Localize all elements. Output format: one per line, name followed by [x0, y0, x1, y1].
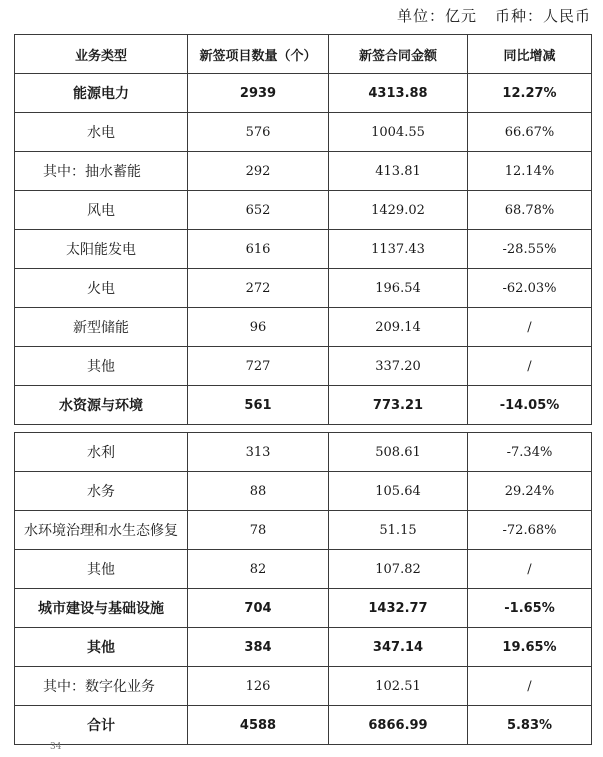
- table-row: [15, 628, 592, 667]
- yoy-change-cell: /: [468, 347, 592, 386]
- yoy-change-cell: 29.24%: [468, 472, 592, 511]
- project-count-cell: 126: [188, 667, 329, 706]
- business-type-cell: 水环境治理和水生态修复: [15, 511, 188, 550]
- business-type-cell: 火电: [15, 269, 188, 308]
- table-row: [15, 550, 592, 589]
- yoy-change-cell: /: [468, 308, 592, 347]
- business-type-cell: 水电: [15, 113, 188, 152]
- business-type-cell: 其中：数字化业务: [15, 667, 188, 706]
- yoy-change-cell: /: [468, 550, 592, 589]
- project-count-cell: 2939: [188, 74, 329, 113]
- contract-amount-cell: 347.14: [329, 628, 468, 667]
- project-count-cell: 704: [188, 589, 329, 628]
- project-count-cell: 78: [188, 511, 329, 550]
- business-type-cell: 水务: [15, 472, 188, 511]
- table-row: [15, 511, 592, 550]
- business-type-cell: 城市建设与基础设施: [15, 589, 188, 628]
- table-row: [15, 589, 592, 628]
- header-project-count: 新签项目数量（个）: [188, 35, 329, 74]
- contract-amount-cell: 773.21: [329, 386, 468, 425]
- unit-label: 单位：亿元: [396, 7, 477, 25]
- business-type-cell: 能源电力: [15, 74, 188, 113]
- table-row: [15, 472, 592, 511]
- table-body-part1: [15, 74, 592, 425]
- table-row: [15, 269, 592, 308]
- project-count-cell: 292: [188, 152, 329, 191]
- business-type-cell: 其他: [15, 628, 188, 667]
- project-count-cell: 88: [188, 472, 329, 511]
- yoy-change-cell: -28.55%: [468, 230, 592, 269]
- yoy-change-cell: -62.03%: [468, 269, 592, 308]
- project-count-cell: 384: [188, 628, 329, 667]
- contract-amount-cell: 6866.99: [329, 706, 468, 745]
- business-type-cell: 其他: [15, 550, 188, 589]
- contract-amount-cell: 337.20: [329, 347, 468, 386]
- contract-amount-cell: 105.64: [329, 472, 468, 511]
- project-count-cell: 96: [188, 308, 329, 347]
- table-row: [15, 152, 592, 191]
- currency-label: 币种：人民币: [494, 7, 591, 25]
- yoy-change-cell: -72.68%: [468, 511, 592, 550]
- unit-currency-line: [397, 5, 591, 26]
- contract-amount-cell: 508.61: [329, 433, 468, 472]
- yoy-change-cell: 5.83%: [468, 706, 592, 745]
- contract-amount-cell: 51.15: [329, 511, 468, 550]
- header-contract-amount: 新签合同金额: [329, 35, 468, 74]
- table-row: [15, 347, 592, 386]
- contract-amount-cell: 1137.43: [329, 230, 468, 269]
- contract-amount-cell: 4313.88: [329, 74, 468, 113]
- project-count-cell: 82: [188, 550, 329, 589]
- table-header-row: [15, 35, 592, 74]
- contract-amount-cell: 1429.02: [329, 191, 468, 230]
- project-count-cell: 652: [188, 191, 329, 230]
- contract-table-part1: [14, 34, 592, 425]
- contract-amount-cell: 107.82: [329, 550, 468, 589]
- yoy-change-cell: 68.78%: [468, 191, 592, 230]
- header-yoy-change: 同比增减: [468, 35, 592, 74]
- yoy-change-cell: 12.27%: [468, 74, 592, 113]
- contract-amount-cell: 196.54: [329, 269, 468, 308]
- yoy-change-cell: -14.05%: [468, 386, 592, 425]
- project-count-cell: 4588: [188, 706, 329, 745]
- yoy-change-cell: -1.65%: [468, 589, 592, 628]
- contract-amount-cell: 102.51: [329, 667, 468, 706]
- table-body-part2: [15, 433, 592, 745]
- business-type-cell: 太阳能发电: [15, 230, 188, 269]
- project-count-cell: 272: [188, 269, 329, 308]
- table-row: [15, 433, 592, 472]
- table-row: [15, 706, 592, 745]
- table-row: [15, 230, 592, 269]
- business-type-cell: 水利: [15, 433, 188, 472]
- contract-amount-cell: 1432.77: [329, 589, 468, 628]
- business-type-cell: 其中：抽水蓄能: [15, 152, 188, 191]
- header-business-type: 业务类型: [15, 35, 188, 74]
- contract-amount-cell: 413.81: [329, 152, 468, 191]
- project-count-cell: 576: [188, 113, 329, 152]
- contract-amount-cell: 209.14: [329, 308, 468, 347]
- business-type-cell: 合计: [15, 706, 188, 745]
- table-row: [15, 113, 592, 152]
- yoy-change-cell: 19.65%: [468, 628, 592, 667]
- project-count-cell: 616: [188, 230, 329, 269]
- yoy-change-cell: 12.14%: [468, 152, 592, 191]
- project-count-cell: 561: [188, 386, 329, 425]
- yoy-change-cell: 66.67%: [468, 113, 592, 152]
- table-row: [15, 308, 592, 347]
- table-row: [15, 386, 592, 425]
- yoy-change-cell: -7.34%: [468, 433, 592, 472]
- business-type-cell: 其他: [15, 347, 188, 386]
- table-row: [15, 667, 592, 706]
- table-row: [15, 191, 592, 230]
- contract-table-part2: [14, 432, 592, 745]
- page-number: 34: [50, 742, 62, 752]
- business-type-cell: 风电: [15, 191, 188, 230]
- contract-amount-cell: 1004.55: [329, 113, 468, 152]
- business-type-cell: 新型储能: [15, 308, 188, 347]
- table-row: [15, 74, 592, 113]
- business-type-cell: 水资源与环境: [15, 386, 188, 425]
- project-count-cell: 313: [188, 433, 329, 472]
- yoy-change-cell: /: [468, 667, 592, 706]
- project-count-cell: 727: [188, 347, 329, 386]
